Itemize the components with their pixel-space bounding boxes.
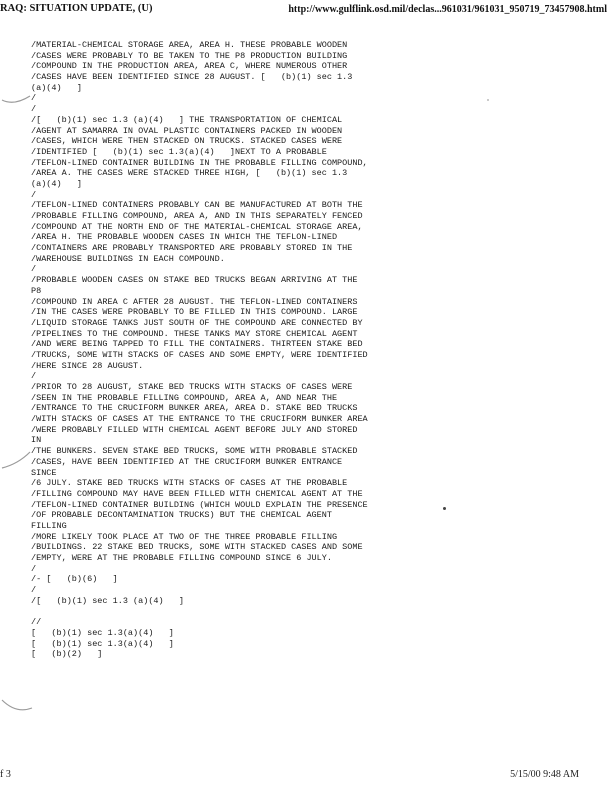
- print-timestamp: 5/15/00 9:48 AM: [510, 769, 579, 780]
- document-line: /AND WERE BEING TAPPED TO FILL THE CONTAINERS. THIRTEEN STAKE BED: [31, 339, 363, 350]
- document-line: /CASES HAVE BEEN IDENTIFIED SINCE 28 AUGUST. [ (b)(1) sec 1.3: [31, 72, 353, 83]
- document-line: FILLING: [31, 520, 67, 531]
- document-line: /CONTAINERS ARE PROBABLY TRANSPORTED ARE PROBABLY STORED IN THE: [31, 243, 353, 254]
- document-line: /COMPOUND AT THE NORTH END OF THE MATERIAL-CHEMICAL STORAGE AREA,: [31, 221, 363, 232]
- document-line: /: [31, 264, 37, 275]
- document-line: IN: [31, 435, 42, 446]
- document-line: /LIQUID STORAGE TANKS JUST SOUTH OF THE COMPOUND ARE CONNECTED BY: [31, 317, 363, 328]
- document-line: /CASES, WHICH WERE THEN STACKED ON TRUCKS. STACKED CASES WERE: [31, 136, 343, 147]
- document-line: /EMPTY, WERE AT THE PROBABLE FILLING COMPOUND SINCE 6 JULY.: [31, 553, 332, 563]
- document-line: /PROBABLE FILLING COMPOUND, AREA A, AND IN THIS SEPARATELY FENCED: [31, 211, 363, 221]
- document-line: /OF PROBABLE DECONTAMINATION TRUCKS) BUT THE CHEMICAL AGENT: [31, 510, 332, 521]
- document-line: /PRIOR TO 28 AUGUST, STAKE BED TRUCKS WITH STACKS OF CASES WERE: [31, 382, 353, 392]
- document-line: /IN THE CASES WERE PROBABLY TO BE FILLED IN THIS COMPOUND. LARGE: [31, 307, 358, 318]
- page-number: f 3: [0, 769, 11, 780]
- document-line: /- [ (b)(6) ]: [31, 574, 118, 585]
- document-line: /PIPELINES TO THE COMPOUND. THESE TANKS MAY STORE CHEMICAL AGENT: [31, 328, 358, 339]
- document-line: /: [31, 189, 37, 200]
- document-line: /TEFLON-LINED CONTAINER BUILDING (WHICH WOULD EXPLAIN THE PRESENCE: [31, 499, 368, 510]
- document-line: /FILLING COMPOUND MAY HAVE BEEN FILLED WITH CHEMICAL AGENT AT THE: [31, 488, 363, 499]
- document-line: /: [31, 93, 37, 104]
- document-line: /AREA H. THE PROBABLE WOODEN CASES IN WHICH THE TEFLON-LINED: [31, 232, 338, 243]
- document-line: /TRUCKS, SOME WITH STACKS OF CASES AND SOME EMPTY, WERE IDENTIFIED: [31, 349, 368, 360]
- document-line: /IDENTIFIED [ (b)(1) sec 1.3(a)(4) ]NEXT TO A PROBABLE: [31, 146, 327, 157]
- document-line: /TEFLON-LINED CONTAINERS PROBABLY CAN BE MANUFACTURED AT BOTH THE: [31, 200, 363, 211]
- document-line: /TEFLON-LINED CONTAINER BUILDING IN THE PROBABLE FILLING COMPOUND,: [31, 157, 368, 168]
- page-header-title: RAQ: SITUATION UPDATE, (U): [0, 3, 153, 14]
- document-line: [ (b)(1) sec 1.3(a)(4) ]: [31, 638, 174, 649]
- scan-mark-icon: [0, 84, 40, 108]
- document-line: /: [31, 585, 37, 596]
- document-line: P8: [31, 285, 42, 296]
- document-line: [ (b)(2) ]: [31, 649, 103, 660]
- document-line: /6 JULY. STAKE BED TRUCKS WITH STACKS OF CASES AT THE PROBABLE: [31, 478, 348, 489]
- document-body: [31, 40, 591, 660]
- document-line: SINCE: [31, 467, 57, 478]
- document-line: /THE BUNKERS. SEVEN STAKE BED TRUCKS, SOME WITH PROBABLE STACKED: [31, 446, 358, 457]
- document-line: /AREA A. THE CASES WERE STACKED THREE HIGH, [ (b)(1) sec 1.3: [31, 168, 348, 179]
- document-line: (a)(4) ]: [31, 82, 83, 93]
- document-line: /WERE PROBABLY FILLED WITH CHEMICAL AGENT BEFORE JULY AND STORED: [31, 424, 358, 435]
- document-line: /ENTRANCE TO THE CRUCIFORM BUNKER AREA, AREA D. STAKE BED TRUCKS: [31, 403, 358, 414]
- document-line: /MATERIAL-CHEMICAL STORAGE AREA, AREA H. THESE PROBABLE WOODEN: [31, 40, 348, 50]
- document-line: /SEEN IN THE PROBABLE FILLING COMPOUND, AREA A, AND NEAR THE: [31, 392, 338, 403]
- document-line: /COMPOUND IN AREA C AFTER 28 AUGUST. THE TEFLON-LINED CONTAINERS: [31, 296, 358, 307]
- scan-mark-icon: [0, 692, 40, 716]
- document-line: /WITH STACKS OF CASES AT THE ENTRANCE TO THE CRUCIFORM BUNKER AREA: [31, 414, 368, 425]
- document-line: /CASES, HAVE BEEN IDENTIFIED AT THE CRUCIFORM BUNKER ENTRANCE: [31, 456, 343, 467]
- document-line: /: [31, 371, 37, 382]
- document-line: /AGENT AT SAMARRA IN OVAL PLASTIC CONTAINERS PACKED IN WOODEN: [31, 125, 343, 136]
- document-line: [ (b)(1) sec 1.3(a)(4) ]: [31, 627, 174, 638]
- document-line: [31, 606, 591, 617]
- document-line: /HERE SINCE 28 AUGUST.: [31, 360, 144, 371]
- document-line: /BUILDINGS. 22 STAKE BED TRUCKS, SOME WITH STACKED CASES AND SOME: [31, 542, 363, 553]
- document-line: /: [31, 104, 37, 115]
- document-line: /: [31, 563, 37, 574]
- scan-mark-icon: [0, 448, 40, 472]
- document-line: /[ (b)(1) sec 1.3 (a)(4) ] THE TRANSPORTATION OF CHEMICAL: [31, 114, 343, 125]
- document-line: /WAREHOUSE BUILDINGS IN EACH COMPOUND.: [31, 253, 225, 264]
- speck-icon: [486, 98, 490, 102]
- document-line: /MORE LIKELY TOOK PLACE AT TWO OF THE THREE PROBABLE FILLING: [31, 531, 338, 542]
- document-line: /[ (b)(1) sec 1.3 (a)(4) ]: [31, 595, 185, 606]
- document-line: /PROBABLE WOODEN CASES ON STAKE BED TRUCKS BEGAN ARRIVING AT THE: [31, 275, 358, 286]
- document-line: //: [31, 617, 42, 628]
- document-line: /CASES WERE PROBABLY TO BE TAKEN TO THE P8 PRODUCTION BUILDING: [31, 50, 348, 61]
- speck-icon: [442, 506, 447, 511]
- page-header-url: http://www.gulflink.osd.mil/declas...961031/961031_950719_73457908.html: [288, 4, 607, 15]
- document-line: (a)(4) ]: [31, 178, 83, 189]
- document-line: /COMPOUND IN THE PRODUCTION AREA, AREA C, WHERE NUMEROUS OTHER: [31, 61, 348, 72]
